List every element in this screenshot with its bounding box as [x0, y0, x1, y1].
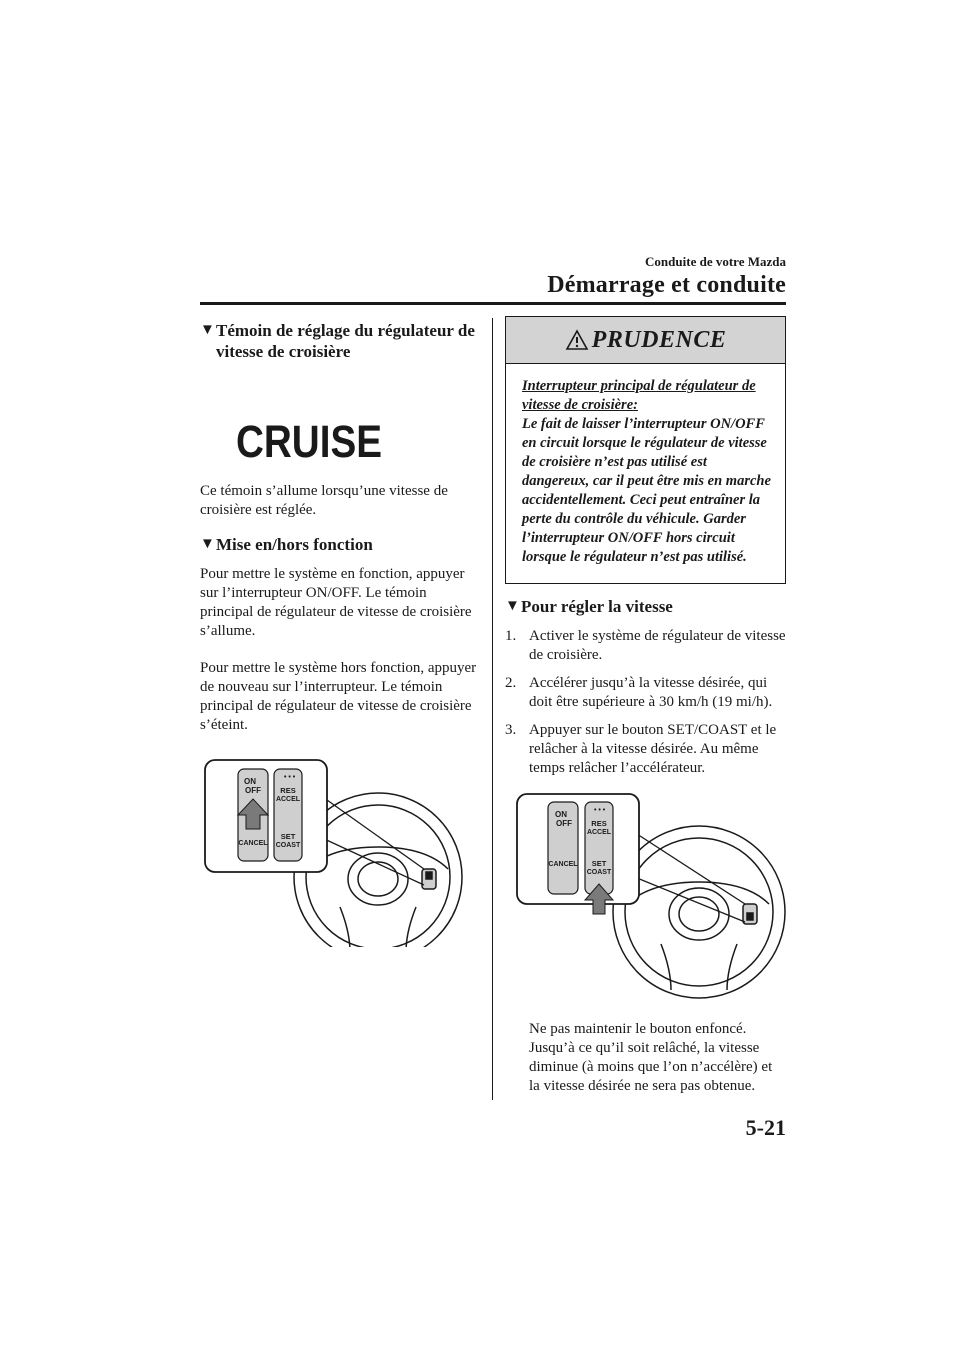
column-divider — [492, 318, 493, 1100]
list-item: 2. Accélérer jusqu’à la vitesse désirée, qui doit être supérieure à 30 km/h (19 mi/h). — [505, 675, 773, 710]
warning-body — [506, 364, 785, 583]
turn-on-paragraph: Pour mettre le système en fonction, appuyer sur l’interrupteur ON/OFF. Le témoin principal de régulateur de vitesse de croisière s’allume. — [200, 566, 472, 639]
right-column — [505, 316, 786, 1096]
accel-label: ACCEL — [586, 829, 612, 836]
steps-list — [505, 627, 786, 778]
triangle-bullet-icon: ▼ — [200, 536, 215, 552]
heading-text: Pour régler la vitesse — [521, 597, 673, 616]
cancel-label: CANCEL — [548, 861, 578, 868]
list-item: 3. Appuyer sur le bouton SET/COAST et le relâcher à la vitesse désirée. Au même temps relâcher l’accélérateur. — [505, 722, 777, 776]
heading-cruise-indicator — [200, 320, 478, 362]
cruise-indicator-lamp — [200, 396, 478, 482]
accel-label: ACCEL — [275, 796, 301, 803]
warning-text: Le fait de laisser l’interrupteur ON/OFF en circuit lorsque le régulateur de vitesse de croisière n’est pas utilisé est dangereux, car il peut être mis en marche accidentellement. Ceci peut entraîner la perte du contrôle du véhicule. Garder l’interrupteur ON/OFF hors circuit lorsque le régulateur n’est pas utilisé. — [522, 416, 771, 565]
dots-label: • • • — [594, 807, 606, 814]
coast-label: COAST — [275, 842, 301, 849]
warning-subtitle: Interrupteur principal de régulateur de vitesse de croisière: — [522, 378, 756, 413]
off-label: OFF — [245, 786, 261, 795]
left-column — [200, 320, 478, 947]
warning-title: PRUDENCE — [591, 326, 727, 353]
set-label: SET — [591, 859, 607, 868]
warning-box — [505, 316, 786, 584]
page-number: 5-21 — [745, 1115, 786, 1140]
coast-label: COAST — [586, 869, 612, 876]
steering-switch-illustration-setcoast — [515, 790, 787, 1006]
heading-set-speed — [505, 596, 786, 617]
res-label: RES — [280, 786, 296, 795]
heading-text: Mise en/hors fonction — [216, 535, 373, 554]
chapter-title: Conduite de votre Mazda — [645, 254, 786, 269]
set-label: SET — [280, 832, 296, 841]
turn-off-paragraph: Pour mettre le système hors fonction, appuyer de nouveau sur l’interrupteur. Le témoin principal de régulateur de vitesse de croisière s’éteint. — [200, 660, 477, 733]
res-label: RES — [591, 819, 607, 828]
heading-on-off — [200, 534, 478, 555]
section-title: Démarrage et conduite — [547, 272, 786, 298]
dots-label: • • • — [284, 774, 296, 781]
triangle-bullet-icon: ▼ — [505, 598, 520, 614]
steering-switch-illustration-onoff — [200, 757, 478, 947]
warning-header — [506, 317, 785, 364]
cruise-indicator-description: Ce témoin s’allume lorsqu’une vitesse de croisière est réglée. — [200, 483, 448, 518]
hold-button-note: Ne pas maintenir le bouton enfoncé. Jusqu’à ce qu’il soit relâché, la vitesse diminue (à moins que l’on n’accélère) et la vitesse désirée ne sera pas obtenue. — [529, 1021, 773, 1094]
header-rule — [200, 302, 786, 305]
cruise-indicator-text: CRUISE — [236, 416, 382, 467]
on-label: ON — [555, 810, 567, 819]
triangle-bullet-icon: ▼ — [200, 322, 215, 338]
cancel-label: CANCEL — [238, 840, 268, 847]
off-label: OFF — [556, 819, 572, 828]
warning-triangle-icon — [565, 329, 589, 351]
on-label: ON — [244, 777, 256, 786]
list-item: 1. Activer le système de régulateur de vitesse de croisière. — [505, 628, 786, 663]
heading-text: Témoin de réglage du régulateur de vitesse de croisière — [216, 321, 475, 361]
